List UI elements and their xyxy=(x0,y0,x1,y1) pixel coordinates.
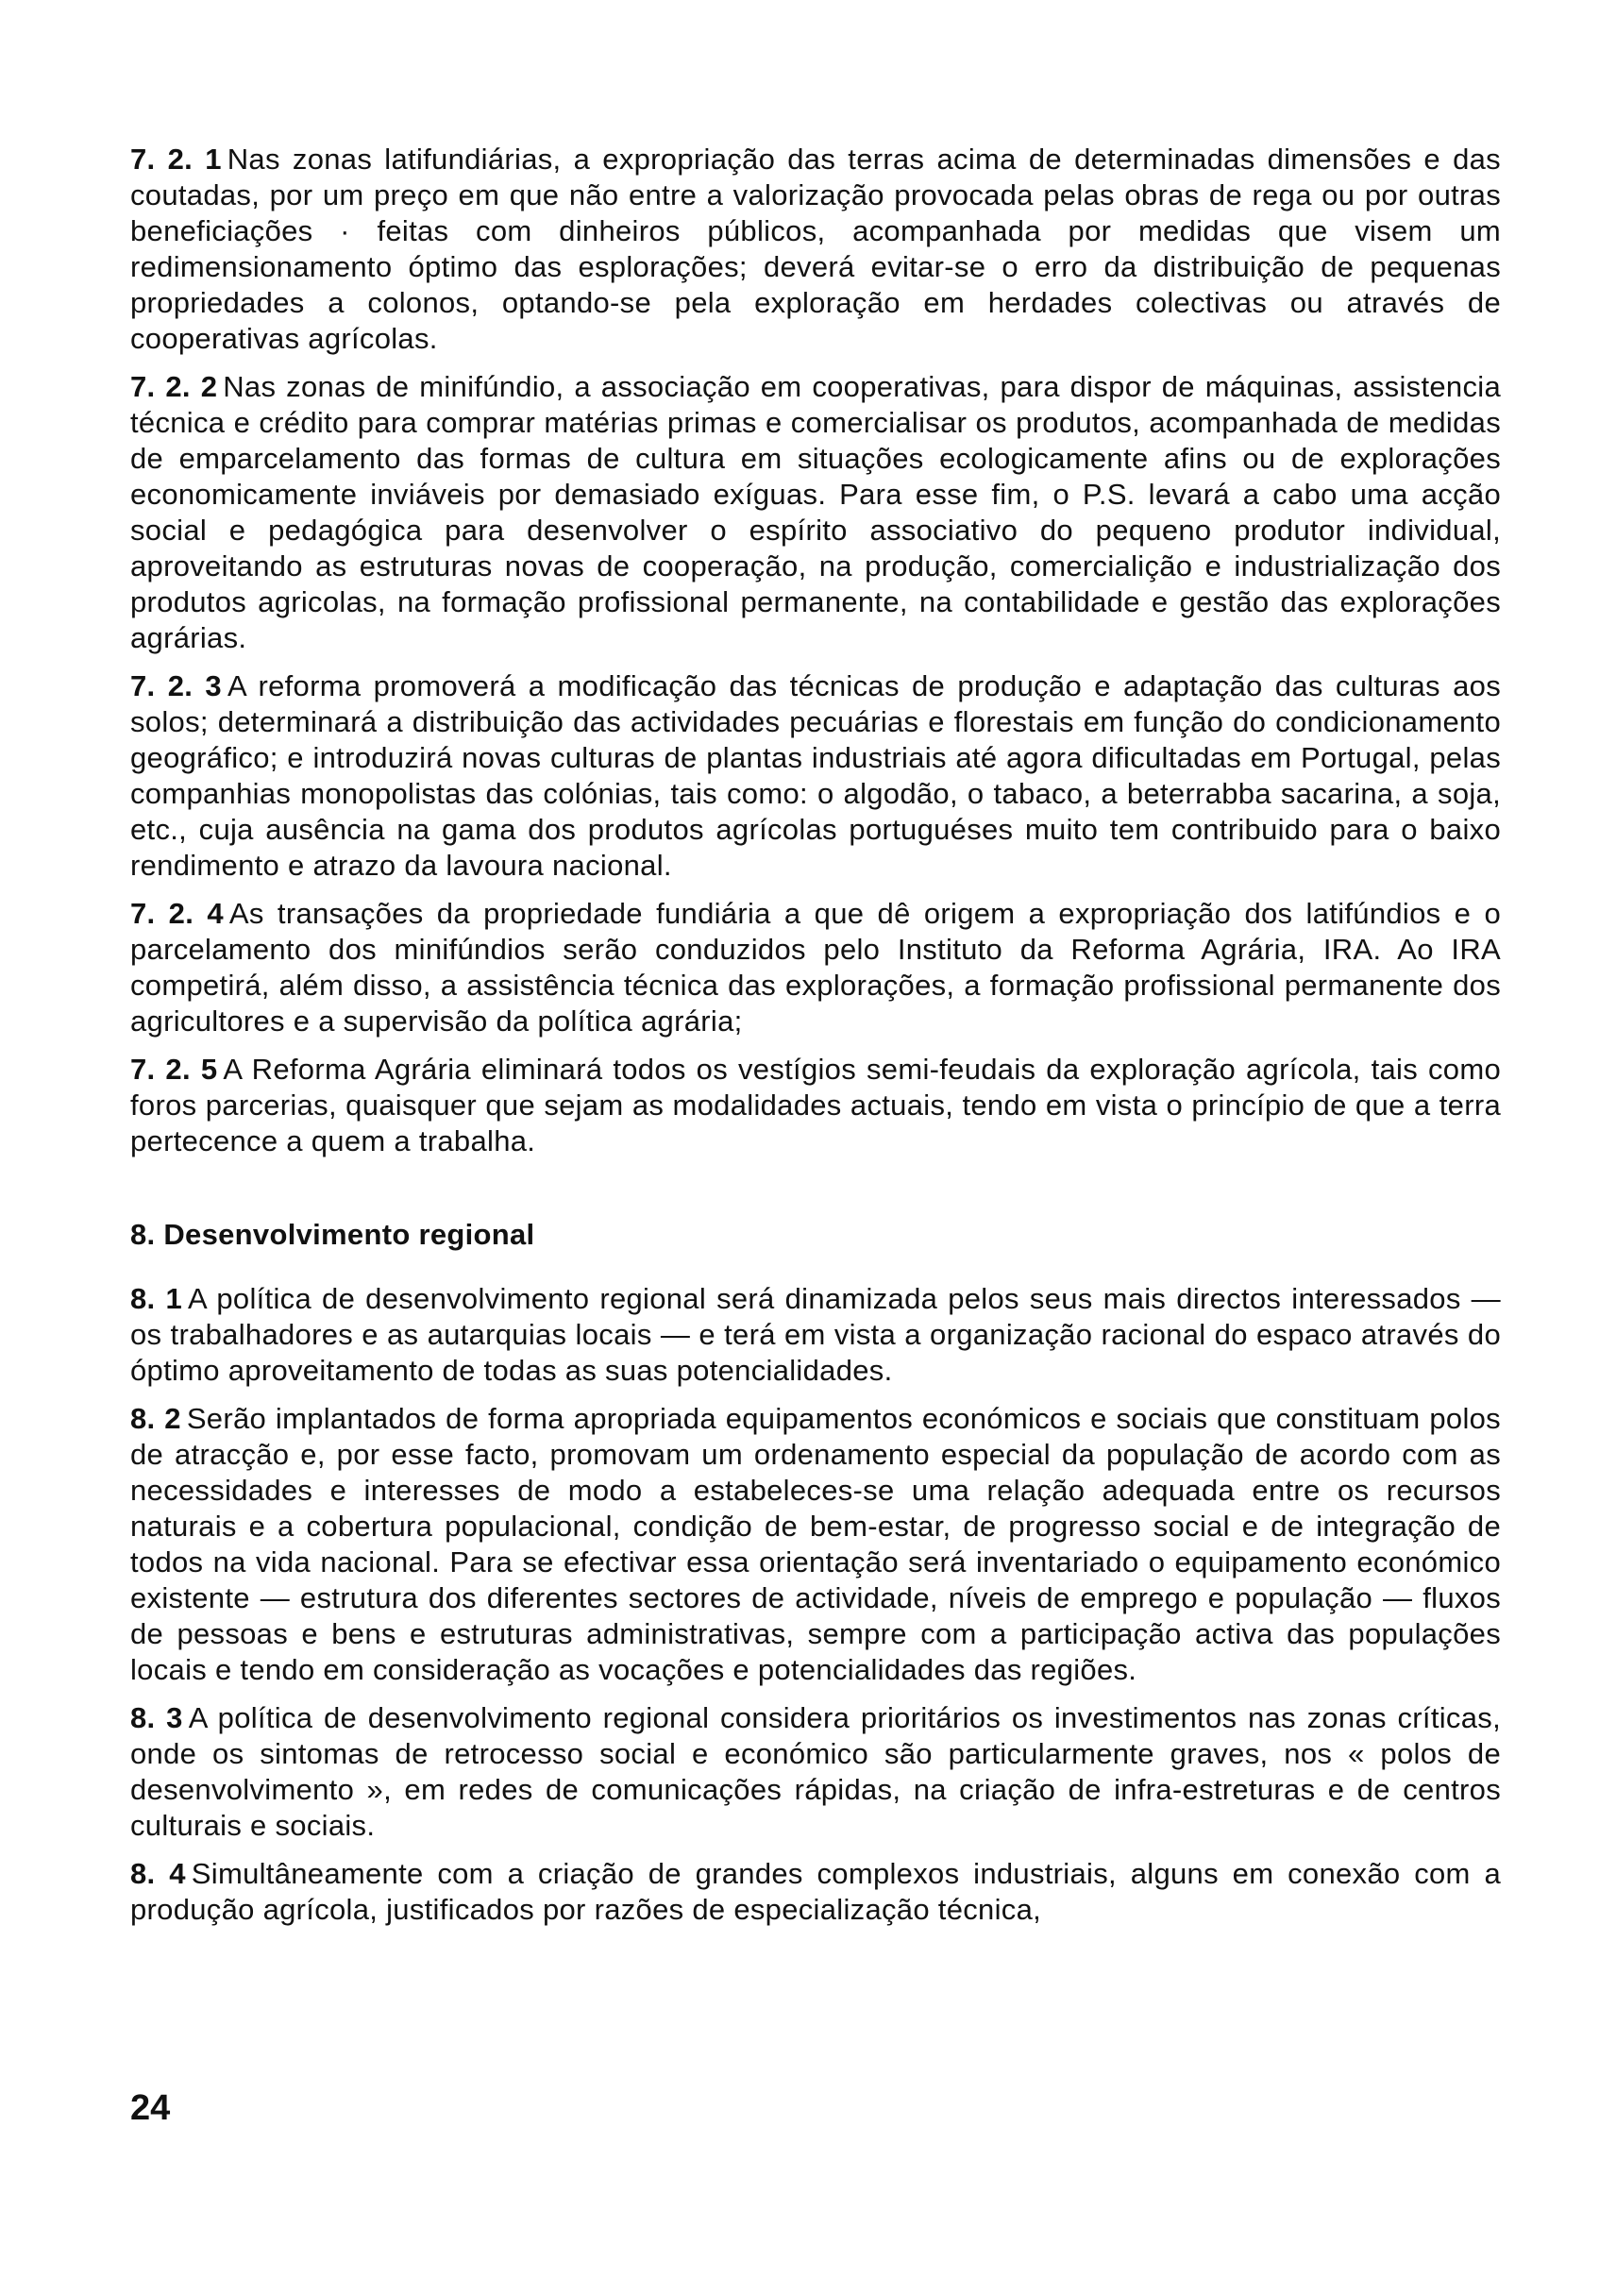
paragraph-7-2-1 xyxy=(130,142,1501,357)
document-page xyxy=(130,142,1501,1940)
paragraph-7-2-5 xyxy=(130,1052,1501,1159)
paragraph-text: A reforma promoverá a modificação das técnicas de produção e adaptação das culturas aos solos; determinará a distribuição das actividades pecuárias e florestais em função do condicionamento geográfico; e introduzirá novas culturas de plantas industriais até agora dificultadas em Portugal, pelas companhias monopolistas das colónias, tais como: o algodão, o tabaco, a beterrabba sacarina, a soja, etc., cuja ausência na gama dos produtos agrícolas portuguéses muito tem contribuido para o baixo rendimento e atrazo da lavoura nacional. xyxy=(130,669,1501,882)
paragraph-8-2 xyxy=(130,1401,1501,1688)
paragraph-number: 8. 1 xyxy=(130,1282,183,1315)
section-7-2 xyxy=(130,142,1501,1159)
paragraph-number: 7. 2. 3 xyxy=(130,669,222,702)
paragraph-8-4 xyxy=(130,1856,1501,1928)
paragraph-7-2-2 xyxy=(130,369,1501,656)
paragraph-text: As transações da propriedade fundiária a que dê origem a expropriação dos latifúndios e o parcelamento dos minifúndios serão conduzidos pelo Instituto da Reforma Agrária, IRA. Ao IRA competirá, além disso, a assistência técnica das explorações, a formação profissional permanente dos agricultores e a supervisão da política agrária; xyxy=(130,897,1501,1038)
paragraph-text: Nas zonas latifundiárias, a expropriação das terras acima de determinadas dimensões e das coutadas, por um preço em que não entre a valorização provocada pelas obras de rega ou por outras beneficiações · feitas com dinheiros públicos, acompanhada por medidas que visem um redimensionamento óptimo das esplorações; deverá evitar-se o erro da distribuição de pequenas propriedades a colonos, optando-se pela exploração em herdades colectivas ou através de cooperativas agrícolas. xyxy=(130,143,1501,355)
section-8 xyxy=(130,1217,1501,1928)
paragraph-text: A política de desenvolvimento regional considera prioritários os investimentos nas zonas críticas, onde os sintomas de retrocesso social e económico são particularmente graves, nos « polos de desenvolvimento », em redes de comunicações rápidas, na criação de infra-estreturas e de centros culturais e sociais. xyxy=(130,1701,1501,1842)
paragraph-text: A política de desenvolvimento regional será dinamizada pelos seus mais directos interessados — os trabalhadores e as autarquias locais — e terá em vista a organização racional do espaco através do óptimo aproveitamento de todas as suas potencialidades. xyxy=(130,1282,1501,1387)
paragraph-number: 7. 2. 2 xyxy=(130,370,218,403)
section-title: 8. Desenvolvimento regional xyxy=(130,1218,535,1251)
paragraph-text: Simultâneamente com a criação de grandes complexos industriais, alguns em conexão com a produção agrícola, justificados por razões de especialização técnica, xyxy=(130,1857,1501,1926)
paragraph-number: 8. 3 xyxy=(130,1701,183,1734)
page-number: 24 xyxy=(130,2088,171,2128)
paragraph-number: 8. 4 xyxy=(130,1857,186,1890)
section-gap xyxy=(130,1172,1501,1217)
paragraph-7-2-4 xyxy=(130,896,1501,1039)
paragraph-7-2-3 xyxy=(130,668,1501,884)
paragraph-text: A Reforma Agrária eliminará todos os vestígios semi-feudais da exploração agrícola, tais como foros parcerias, quaisquer que sejam as modalidades actuais, tendo em vista o princípio de que a terra pertecence a quem a trabalha. xyxy=(130,1053,1501,1157)
paragraph-text: Nas zonas de minifúndio, a associação em cooperativas, para dispor de máquinas, assistencia técnica e crédito para comprar matérias primas e comercialisar os produtos, acompanhada de medidas de emparcelamento das formas de cultura em situações ecologicamente afins ou de explorações economicamente inviáveis por demasiado exíguas. Para esse fim, o P.S. levará a cabo uma acção social e pedagógica para desenvolver o espírito associativo do pequeno produtor individual, aproveitando as estruturas novas de cooperação, na produção, comercialição e industrialização dos produtos agricolas, na formação profissional permanente, na contabilidade e gestão das explorações agrárias. xyxy=(130,370,1501,654)
paragraph-8-3 xyxy=(130,1700,1501,1844)
paragraph-number: 7. 2. 1 xyxy=(130,143,222,176)
paragraph-text: Serão implantados de forma apropriada equipamentos económicos e sociais que constituam polos de atracção e, por esse facto, promovam um ordenamento especial da população de acordo com as necessidades e interesses de modo a estabeleces-se uma relação adequada entre os recursos naturais e a cobertura populacional, condição de bem-estar, de progresso social e de integração de todos na vida nacional. Para se efectivar essa orientação será inventariado o equipamento económico existente — estrutura dos diferentes sectores de actividade, níveis de emprego e população — fluxos de pessoas e bens e estruturas administrativas, sempre com a participação activa das populações locais e tendo em consideração as vocações e potencialidades das regiões. xyxy=(130,1402,1501,1686)
paragraph-number: 7. 2. 4 xyxy=(130,897,224,930)
paragraph-number: 7. 2. 5 xyxy=(130,1053,218,1086)
paragraph-number: 8. 2 xyxy=(130,1402,181,1435)
paragraph-8-1 xyxy=(130,1281,1501,1389)
